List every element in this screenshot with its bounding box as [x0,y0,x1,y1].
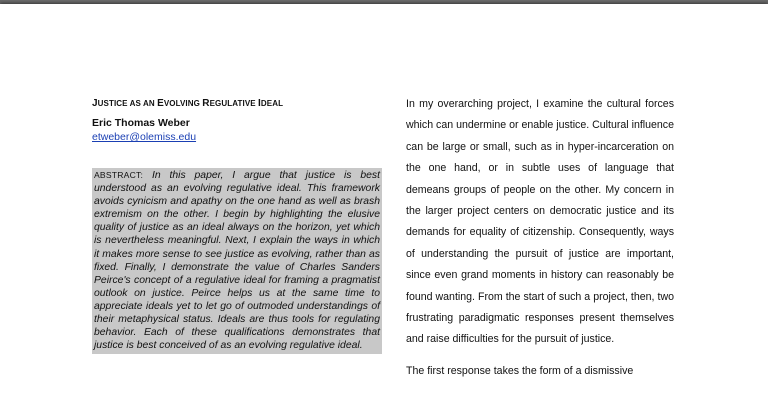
abstract-block [92,168,382,354]
title-part: USTICE AS AN [97,99,158,108]
left-column [92,96,384,354]
title-part: VOLVING [163,99,203,108]
title-part: E [157,98,164,109]
right-column [406,94,674,382]
author-email-link[interactable]: etweber@olemiss.edu [92,131,197,143]
abstract-label: ABSTRACT: [94,170,144,180]
title-part: I [258,98,261,109]
paper-title [92,96,384,112]
document-page [0,4,768,402]
title-part: DEAL [260,99,284,108]
body-paragraph-2: The first response takes the form of a dismissive [406,364,634,377]
author-name: Eric Thomas Weber [92,117,190,129]
body-paragraph-1: In my overarching project, I examine the cultural forces which can undermine or enable justice. Cultural influence can be large or small, such as in hyper-incarceration on the one hand, or in subtle uses of language that demeans groups of people on the other. My concern in the larger project centers on democratic justice and its demands for equality of citizenship. Consequently, ways of understanding the pursuit of justice are important, since even grand moments in history can reasonably be found wanting. From the start of such a project, then, two frustrating paradigmatic responses present themselves and raise difficulties for the pursuit of justice. [406,98,674,346]
title-part: R [202,98,210,109]
title-part: J [92,98,98,109]
abstract-text: In this paper, I argue that justice is best understood as an evolving regulative ideal. This framework avoids cynicism and apathy on the one hand as well as brash extremism on the other. I begin by highlighting the elusive quality of justice as an ideal always on the horizon, yet which is nevertheless meaningful. Next, I explain the ways in which it makes more sense to see justice as evolving, rather than as fixed. Finally, I demonstrate the value of Charles Sanders Peirce's concept of a regulative ideal for framing a pragmatist outlook on justice. Peirce helps us at the same time to appreciate ideals yet to let go of outmoded understandings of their metaphysical status. Ideals are thus tools for regulating behavior. Each of these qualifications demonstrates that justice is best conceived of as an evolving regulative ideal. [94,170,380,352]
title-part: EGULATIVE [209,99,259,108]
